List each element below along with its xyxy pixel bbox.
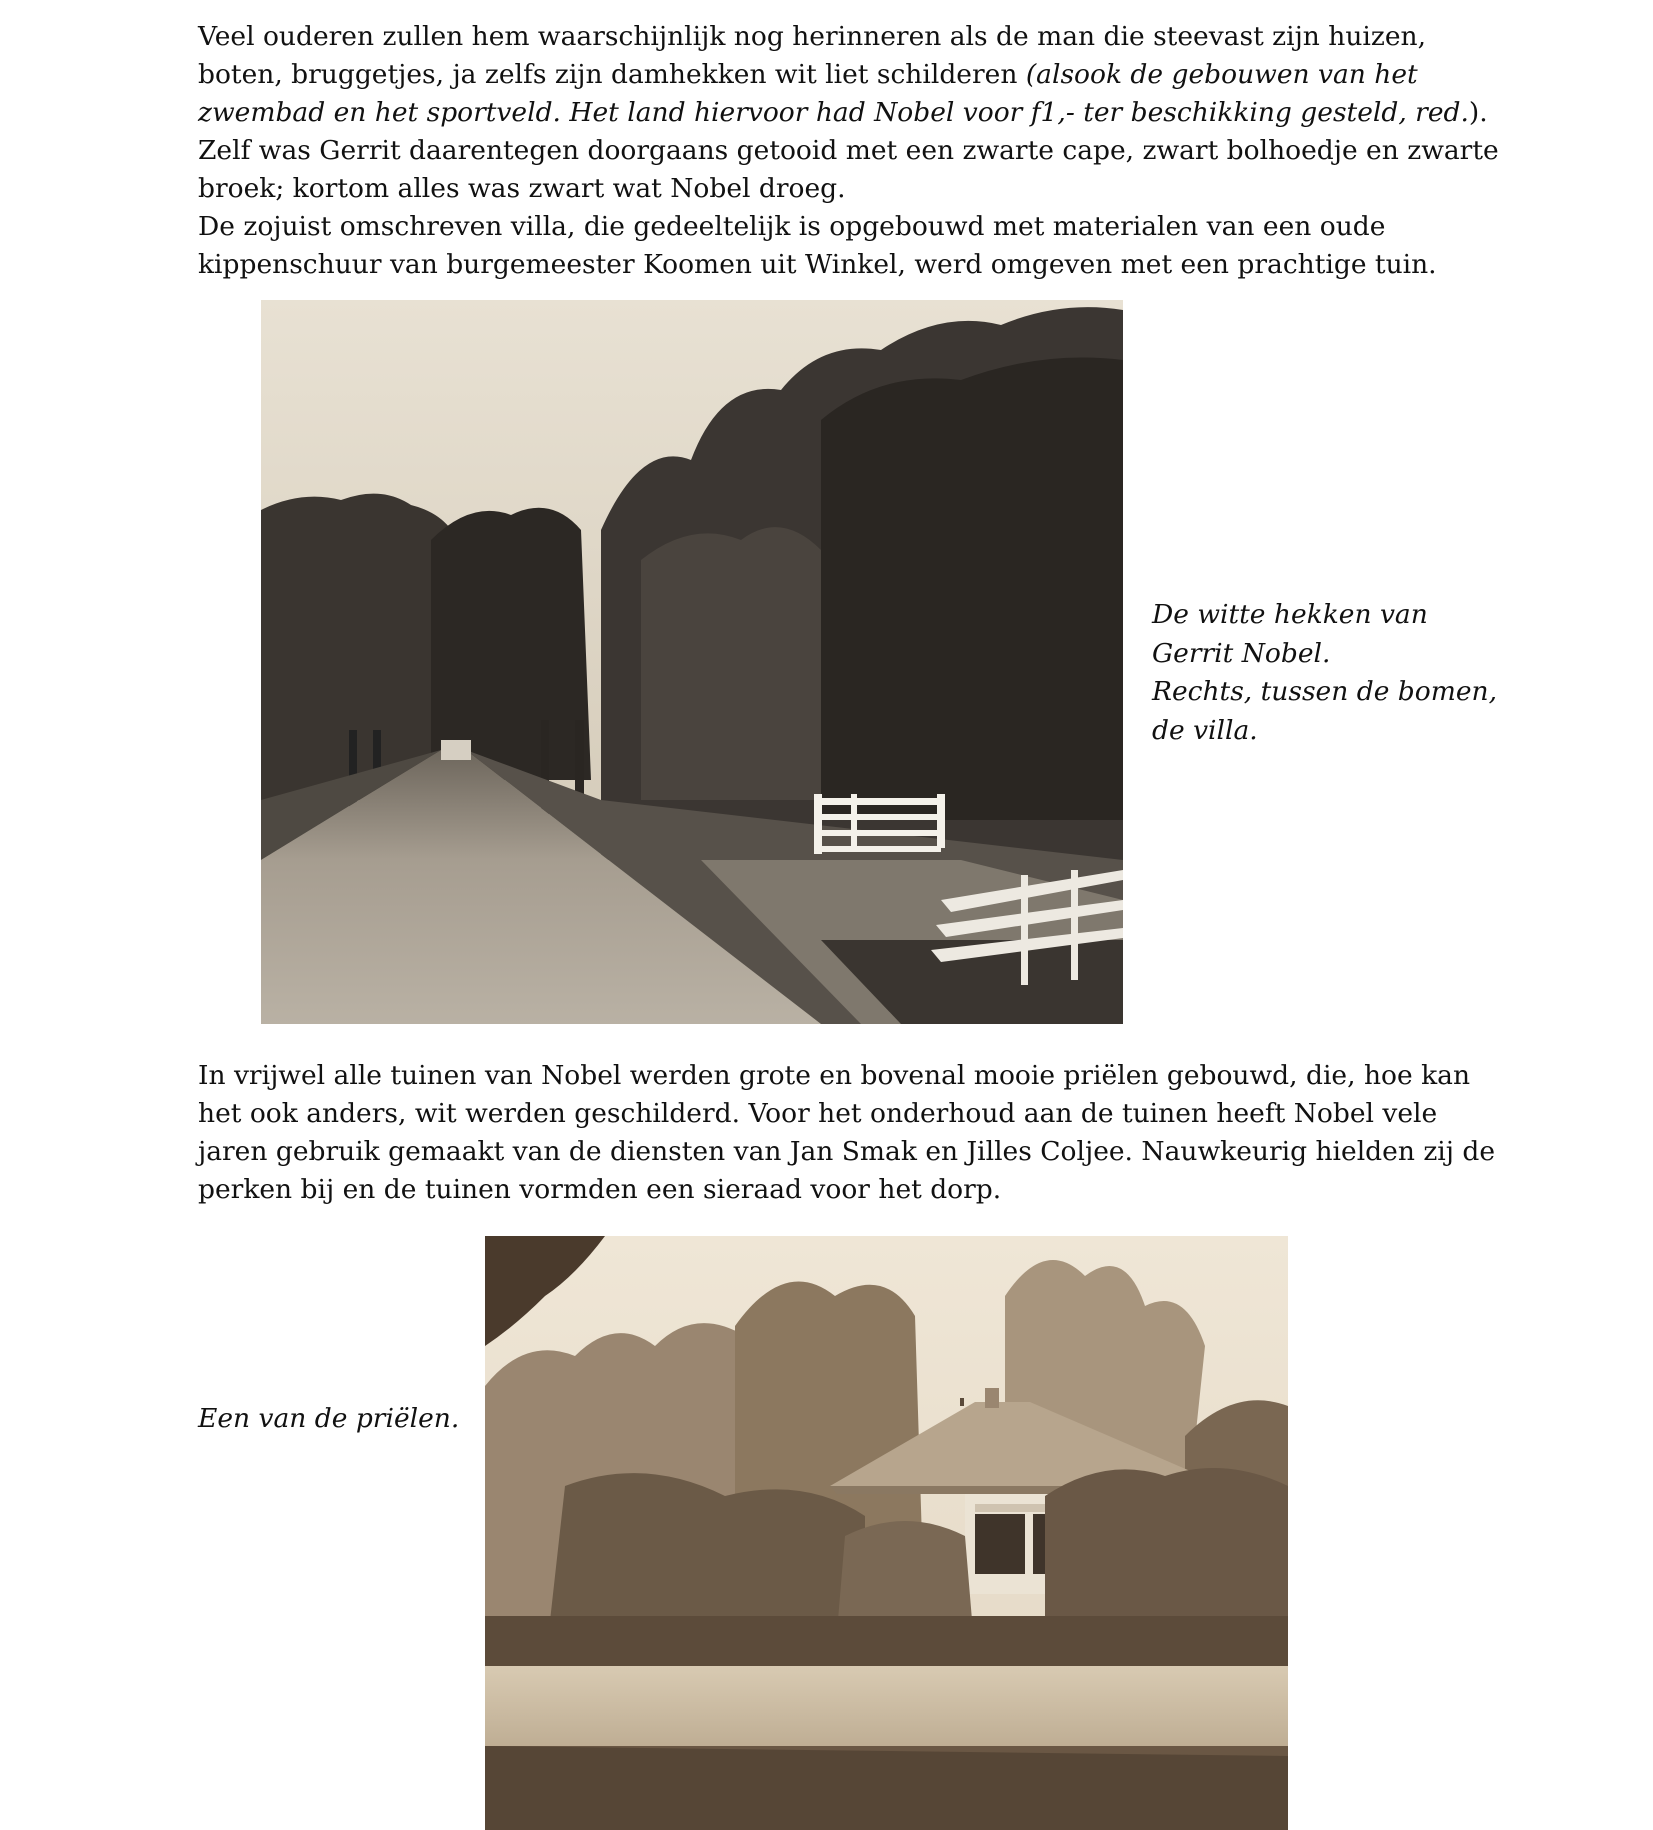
caption-line-2: Gerrit Nobel. xyxy=(1152,637,1331,669)
garden-paragraph xyxy=(198,1057,1498,1209)
caption-line-3: Rechts, tussen de bomen, xyxy=(1152,676,1498,707)
intro-line-1: Veel ouderen zullen hem waarschijnlijk nog herinneren als de man die steevast zijn huizen, xyxy=(198,21,1427,52)
intro-paragraph xyxy=(198,18,1498,284)
garden-line-1: In vrijwel alle tuinen van Nobel werden grote en bovenal mooie priëlen gebouwd, die, hoe kan xyxy=(198,1060,1471,1091)
garden-line-3: jaren gebruik gemaakt van de diensten van Jan Smak en Jilles Coljee. Nauwkeurig hielden zij de xyxy=(198,1136,1496,1167)
intro-line-3-italic: zwembad en het sportveld. Het land hiervoor had Nobel voor f1,- ter beschikking gesteld, red. xyxy=(198,97,1469,128)
intro-line-6: De zojuist omschreven villa, die gedeeltelijk is opgebouwd met materialen van een oude xyxy=(198,211,1386,242)
caption-line-4: de villa. xyxy=(1152,714,1258,746)
photo-pavilion-caption xyxy=(198,1400,459,1439)
intro-line-2-italic: (alsook de gebouwen van het xyxy=(1025,59,1418,90)
intro-line-2 xyxy=(198,56,1498,94)
photo-white-gates xyxy=(261,300,1123,1024)
intro-line-5: broek; kortom alles was zwart wat Nobel droeg. xyxy=(198,173,846,204)
photo-pavilion xyxy=(485,1236,1288,1830)
intro-line-2-text: boten, bruggetjes, ja zelfs zijn damhekken wit liet schilderen xyxy=(198,59,1026,90)
caption-pavilion: Een van de priëlen. xyxy=(198,1403,460,1434)
photo-white-gates-caption xyxy=(1152,596,1497,750)
intro-line-3 xyxy=(198,94,1498,132)
caption-line-1: De witte hekken van xyxy=(1152,599,1428,630)
photo-pavilion-image xyxy=(485,1236,1288,1830)
garden-line-4: perken bij en de tuinen vormden een sieraad voor het dorp. xyxy=(198,1174,1002,1205)
photo-white-gates-image xyxy=(261,300,1123,1024)
garden-line-2: het ook anders, wit werden geschilderd. Voor het onderhoud aan de tuinen heeft Nobel vele xyxy=(198,1098,1438,1129)
intro-line-7: kippenschuur van burgemeester Koomen uit Winkel, werd omgeven met een prachtige tuin. xyxy=(198,249,1437,280)
intro-line-3-text: ). xyxy=(1468,97,1488,128)
intro-line-4: Zelf was Gerrit daarentegen doorgaans getooid met een zwarte cape, zwart bolhoedje en zwarte xyxy=(198,135,1499,166)
